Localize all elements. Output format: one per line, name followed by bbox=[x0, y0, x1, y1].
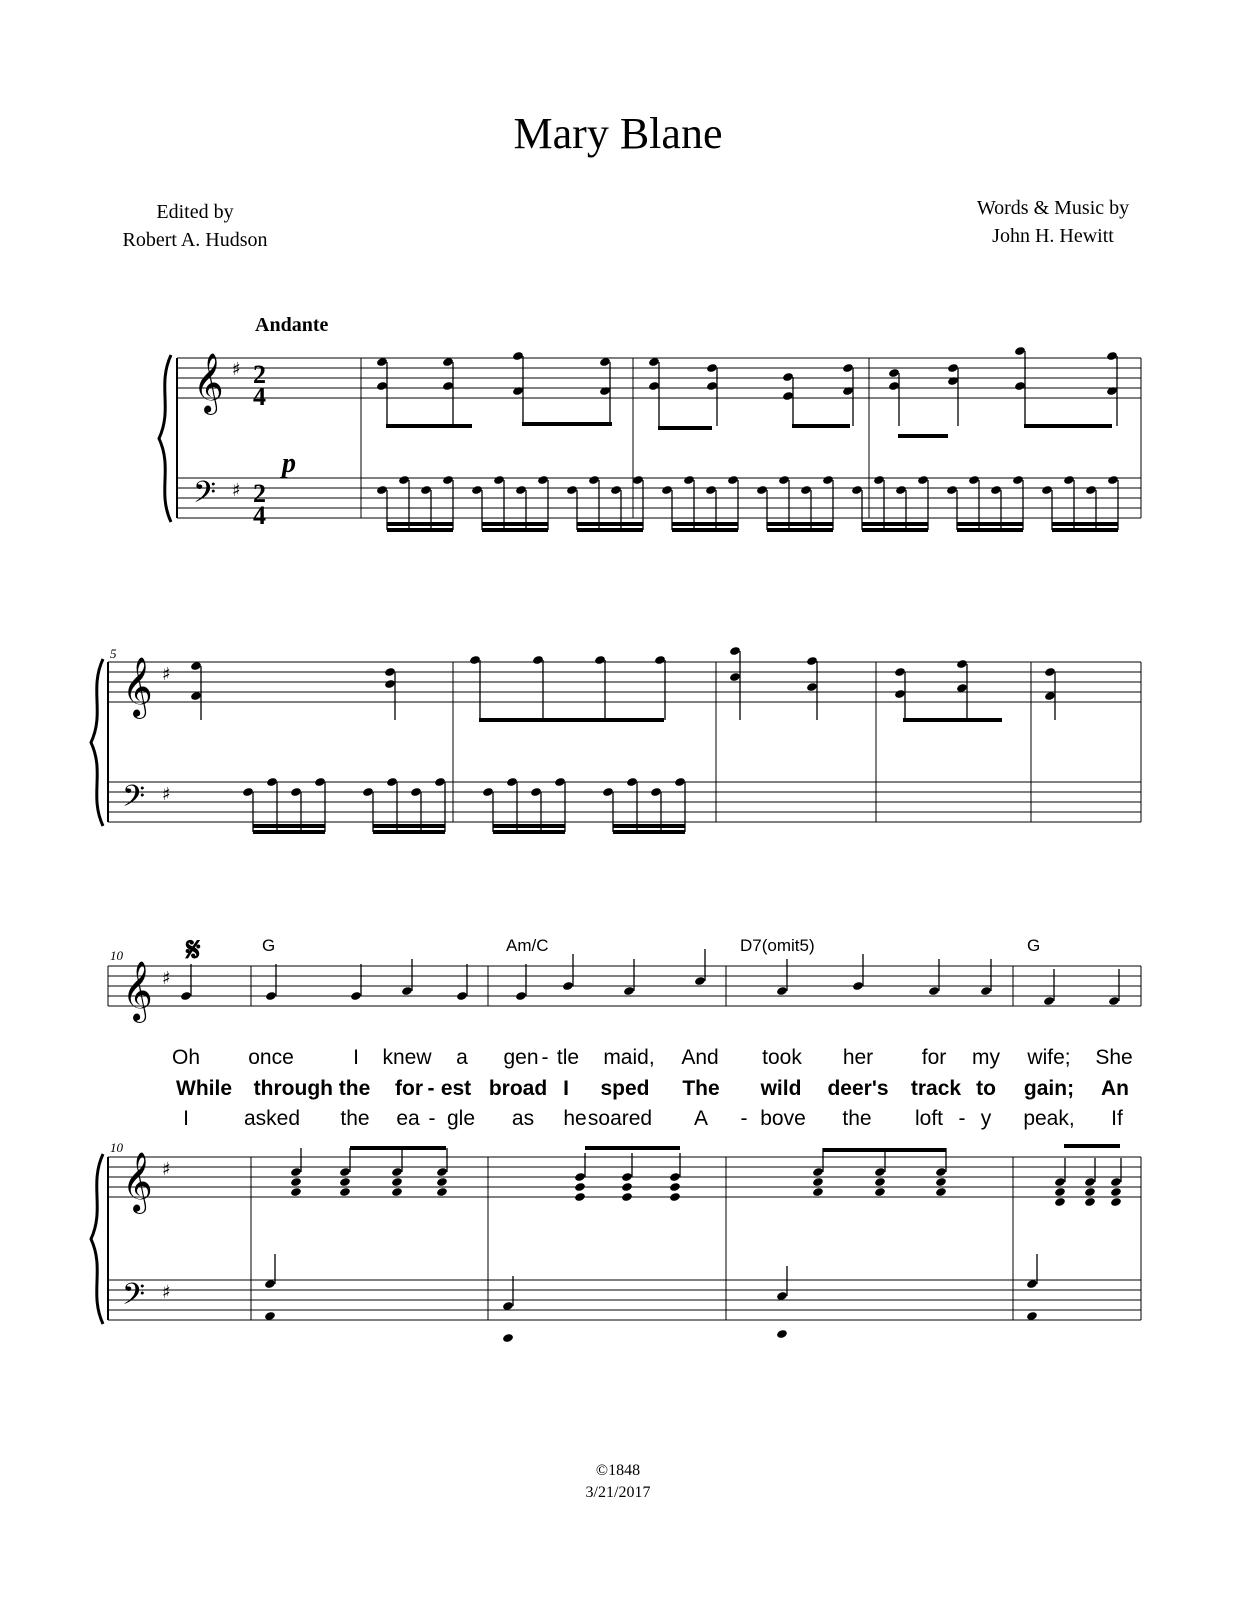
note-head bbox=[290, 1177, 302, 1187]
lyric-syllable: est bbox=[440, 1077, 472, 1100]
note-head bbox=[822, 475, 834, 485]
note-head bbox=[610, 485, 622, 495]
note-head bbox=[947, 363, 959, 373]
note-heads bbox=[180, 346, 1122, 1343]
note-head bbox=[512, 386, 524, 396]
note-head bbox=[1110, 1187, 1122, 1197]
note-head bbox=[1054, 1187, 1066, 1197]
note-head bbox=[888, 381, 900, 391]
note-head bbox=[502, 1333, 514, 1343]
key-signature-sharp-icon: ♯ bbox=[162, 1282, 171, 1303]
note-head bbox=[493, 475, 505, 485]
lyric-syllable: If bbox=[1111, 1107, 1123, 1130]
note-head bbox=[626, 777, 638, 787]
lyric-syllable: took bbox=[762, 1046, 802, 1069]
lyric-syllable: bove bbox=[760, 1107, 806, 1130]
lyric-syllable: once bbox=[248, 1046, 294, 1069]
note-head bbox=[1014, 346, 1026, 356]
lyric-syllable: through the bbox=[253, 1077, 371, 1100]
note-head bbox=[947, 376, 959, 386]
bass-clef-icon: 𝄢 bbox=[122, 1278, 146, 1319]
lyric-syllable: - bbox=[958, 1107, 966, 1130]
segno-sign: 𝄋 bbox=[186, 932, 201, 969]
note-head bbox=[1084, 1177, 1096, 1187]
brace bbox=[91, 1154, 103, 1324]
lyric-syllable: peak, bbox=[1023, 1107, 1075, 1130]
lyric-syllable: ea bbox=[396, 1107, 420, 1130]
note-head bbox=[532, 655, 544, 665]
bass-clef-icon: 𝄢 bbox=[193, 476, 217, 517]
note-head bbox=[1106, 386, 1118, 396]
measure-number-piano: 10 bbox=[110, 1140, 123, 1155]
note-head bbox=[1041, 485, 1053, 495]
note-head bbox=[574, 1172, 586, 1182]
chord-symbol-1: G bbox=[262, 936, 276, 955]
note-head bbox=[980, 986, 992, 996]
note-head bbox=[401, 986, 413, 996]
treble-clef-icon: 𝄞 bbox=[122, 1152, 153, 1212]
note-head bbox=[314, 777, 326, 787]
note-head bbox=[928, 986, 940, 996]
lyric-syllable: wild bbox=[760, 1077, 802, 1100]
note-head bbox=[776, 986, 788, 996]
lyric-syllable: to bbox=[976, 1077, 996, 1100]
lyric-syllable: for bbox=[395, 1077, 423, 1100]
time-signature-bottom-treble: 4 bbox=[253, 382, 266, 411]
note-head bbox=[729, 646, 741, 656]
key-signature-sharp-icon: ♯ bbox=[162, 968, 171, 989]
song-title: Mary Blane bbox=[513, 109, 723, 158]
lyric-syllable: asked bbox=[243, 1107, 301, 1130]
lyric-syllable: her bbox=[842, 1046, 874, 1069]
note-head bbox=[350, 991, 362, 1001]
note-head bbox=[935, 1167, 947, 1177]
brace bbox=[159, 355, 171, 522]
note-head bbox=[469, 655, 481, 665]
note-head bbox=[384, 679, 396, 689]
note-head bbox=[1106, 351, 1118, 361]
note-head bbox=[621, 1172, 633, 1182]
note-head bbox=[806, 656, 818, 666]
note-head bbox=[873, 475, 885, 485]
note-head bbox=[290, 787, 302, 797]
note-head bbox=[706, 381, 718, 391]
note-head bbox=[669, 1172, 681, 1182]
note-head bbox=[648, 381, 660, 391]
note-head bbox=[436, 1177, 448, 1187]
note-head bbox=[537, 475, 549, 485]
lyric-syllable: deer's bbox=[827, 1077, 889, 1100]
tempo-marking: Andante bbox=[255, 314, 329, 336]
note-head bbox=[420, 485, 432, 495]
note-head bbox=[812, 1177, 824, 1187]
note-head bbox=[1084, 1187, 1096, 1197]
lyric-syllable: gain; bbox=[1023, 1077, 1075, 1100]
lyric-syllable: y bbox=[980, 1107, 992, 1130]
composer-credit-label: Words & Music by bbox=[976, 197, 1130, 219]
note-head bbox=[594, 655, 606, 665]
note-head bbox=[602, 787, 614, 797]
note-head bbox=[391, 1187, 403, 1197]
note-head bbox=[554, 777, 566, 787]
note-head bbox=[180, 991, 192, 1001]
note-head bbox=[776, 1329, 788, 1339]
note-head bbox=[574, 1182, 586, 1192]
note-head bbox=[623, 986, 635, 996]
lyric-syllable: I bbox=[183, 1107, 189, 1130]
lyric-syllable: gen bbox=[503, 1046, 539, 1069]
note-head bbox=[512, 351, 524, 361]
time-signature-top-treble: 2 bbox=[253, 360, 266, 389]
chord-symbol-2: Am/C bbox=[506, 936, 549, 955]
treble-clef-icon: 𝄞 bbox=[122, 961, 153, 1021]
note-head bbox=[482, 787, 494, 797]
note-head bbox=[842, 386, 854, 396]
lyric-syllable: loft bbox=[914, 1107, 943, 1130]
key-signature-sharp-icon: ♯ bbox=[232, 480, 241, 501]
note-head bbox=[242, 787, 254, 797]
note-head bbox=[1014, 381, 1026, 391]
note-head bbox=[800, 485, 812, 495]
note-head bbox=[874, 1177, 886, 1187]
note-head bbox=[1085, 485, 1097, 495]
note-head bbox=[574, 1192, 586, 1202]
note-head bbox=[621, 1182, 633, 1192]
note-head bbox=[669, 1182, 681, 1192]
note-head bbox=[935, 1177, 947, 1187]
note-head bbox=[456, 991, 468, 1001]
lyric-syllable: track bbox=[910, 1077, 962, 1100]
note-head bbox=[632, 475, 644, 485]
key-signature-sharp-icon: ♯ bbox=[162, 664, 171, 685]
lyric-syllable: I bbox=[563, 1077, 569, 1100]
note-head bbox=[694, 976, 706, 986]
lyric-syllable: And bbox=[681, 1046, 719, 1069]
composer-name: John H. Hewitt bbox=[992, 225, 1114, 247]
note-head bbox=[599, 386, 611, 396]
note-head bbox=[621, 1192, 633, 1202]
note-head bbox=[874, 1167, 886, 1177]
note-head bbox=[1084, 1197, 1096, 1207]
note-head bbox=[706, 363, 718, 373]
note-head bbox=[376, 381, 388, 391]
note-head bbox=[1110, 1177, 1122, 1187]
note-head bbox=[956, 659, 968, 669]
note-head bbox=[851, 485, 863, 495]
note-head bbox=[362, 787, 374, 797]
lyric-syllable: A bbox=[693, 1107, 708, 1130]
note-head bbox=[895, 485, 907, 495]
note-head bbox=[442, 475, 454, 485]
note-head bbox=[1044, 667, 1056, 677]
note-head bbox=[398, 475, 410, 485]
lyric-syllable: wife; bbox=[1027, 1046, 1071, 1069]
note-head bbox=[894, 667, 906, 677]
editor-credit-label: Edited by bbox=[156, 201, 234, 223]
note-head bbox=[812, 1187, 824, 1197]
treble-clef-icon: 𝄞 bbox=[122, 657, 153, 717]
lyric-syllable: soared bbox=[587, 1107, 653, 1130]
copyright-year: ©1848 bbox=[595, 1462, 641, 1479]
edition-date: 3/21/2017 bbox=[585, 1484, 651, 1501]
lyric-syllable: - bbox=[740, 1107, 748, 1130]
note-head bbox=[376, 485, 388, 495]
note-head bbox=[806, 682, 818, 692]
lyric-syllable: - bbox=[428, 1107, 436, 1130]
note-head bbox=[888, 368, 900, 378]
lyric-syllable: as bbox=[511, 1107, 535, 1130]
lyric-syllable: While bbox=[176, 1077, 232, 1100]
note-head bbox=[515, 485, 527, 495]
note-head bbox=[705, 485, 717, 495]
note-head bbox=[852, 981, 864, 991]
note-head bbox=[990, 485, 1002, 495]
note-head bbox=[894, 689, 906, 699]
note-head bbox=[946, 485, 958, 495]
note-head bbox=[530, 787, 542, 797]
note-head bbox=[339, 1177, 351, 1187]
note-head bbox=[674, 777, 686, 787]
note-head bbox=[436, 1167, 448, 1177]
lyric-syllable: the bbox=[842, 1107, 872, 1130]
note-head bbox=[391, 1167, 403, 1177]
lyric-syllable: knew bbox=[382, 1046, 432, 1069]
lyric-syllable: The bbox=[682, 1077, 720, 1100]
measure-number-vocal: 10 bbox=[110, 948, 123, 963]
lyric-syllable: the bbox=[340, 1107, 370, 1130]
time-signature-top-bass: 2 bbox=[253, 479, 266, 508]
note-head bbox=[436, 1187, 448, 1197]
lyric-syllable: maid, bbox=[603, 1046, 655, 1069]
lyric-syllable: An bbox=[1101, 1077, 1129, 1100]
note-head bbox=[566, 485, 578, 495]
note-head bbox=[778, 475, 790, 485]
note-head bbox=[729, 672, 741, 682]
note-head bbox=[266, 777, 278, 787]
note-head bbox=[935, 1187, 947, 1197]
chord-symbol-3: D7(omit5) bbox=[740, 936, 815, 955]
note-head bbox=[442, 381, 454, 391]
note-head bbox=[782, 372, 794, 382]
note-head bbox=[386, 777, 398, 787]
note-head bbox=[434, 777, 446, 787]
note-head bbox=[339, 1167, 351, 1177]
time-signature bbox=[253, 360, 266, 530]
key-signature-sharp-icon: ♯ bbox=[232, 359, 241, 380]
key-signature-sharp-icon: ♯ bbox=[162, 784, 171, 805]
note-head bbox=[1110, 1197, 1122, 1207]
lyric-syllable: for bbox=[921, 1046, 947, 1069]
note-head bbox=[1107, 475, 1119, 485]
note-head bbox=[650, 787, 662, 797]
note-head bbox=[661, 485, 673, 495]
note-head bbox=[391, 1177, 403, 1187]
note-head bbox=[1108, 996, 1120, 1006]
brace bbox=[91, 659, 103, 826]
note-head bbox=[727, 475, 739, 485]
treble-clef-icon: 𝄞 bbox=[193, 353, 224, 413]
note-head bbox=[1043, 996, 1055, 1006]
note-head bbox=[1012, 475, 1024, 485]
lyric-syllable: I bbox=[353, 1046, 359, 1069]
note-head bbox=[669, 1192, 681, 1202]
dynamic-marking: p bbox=[282, 448, 296, 479]
lyric-syllable: She bbox=[1095, 1046, 1133, 1069]
lyric-syllable: he bbox=[563, 1107, 587, 1130]
note-head bbox=[683, 475, 695, 485]
key-signature-sharp-icon: ♯ bbox=[162, 1159, 171, 1180]
note-head bbox=[339, 1187, 351, 1197]
time-signature-bottom-bass: 4 bbox=[253, 501, 266, 530]
lyric-syllable: my bbox=[972, 1046, 1000, 1069]
note-head bbox=[384, 667, 396, 677]
note-head bbox=[290, 1167, 302, 1177]
lyric-syllable: sped bbox=[600, 1077, 650, 1100]
chord-symbol-4: G bbox=[1027, 936, 1041, 955]
note-head bbox=[562, 981, 574, 991]
lyric-syllable: - bbox=[427, 1077, 435, 1100]
note-head bbox=[654, 655, 666, 665]
note-head bbox=[756, 485, 768, 495]
note-head bbox=[410, 787, 422, 797]
note-head bbox=[812, 1167, 824, 1177]
note-head bbox=[588, 475, 600, 485]
lyric-syllable: Oh bbox=[171, 1046, 200, 1069]
lyric-syllable: tle bbox=[556, 1046, 580, 1069]
lyric-syllable: - bbox=[541, 1046, 549, 1069]
note-head bbox=[265, 991, 277, 1001]
note-head bbox=[842, 363, 854, 373]
note-head bbox=[515, 991, 527, 1001]
note-head bbox=[917, 475, 929, 485]
note-head bbox=[968, 475, 980, 485]
note-head bbox=[506, 777, 518, 787]
bass-clef-icon: 𝄢 bbox=[122, 780, 146, 821]
lyric-syllable: gle bbox=[446, 1107, 476, 1130]
note-head bbox=[290, 1187, 302, 1197]
note-head bbox=[782, 391, 794, 401]
lyric-syllable: broad bbox=[488, 1077, 548, 1100]
lyric-syllable: a bbox=[456, 1046, 468, 1069]
note-head bbox=[1054, 1197, 1066, 1207]
note-head bbox=[1063, 475, 1075, 485]
note-head bbox=[874, 1187, 886, 1197]
note-head bbox=[471, 485, 483, 495]
note-head bbox=[1054, 1177, 1066, 1187]
measure-number-system-2: 5 bbox=[110, 646, 117, 661]
editor-name: Robert A. Hudson bbox=[122, 229, 268, 251]
